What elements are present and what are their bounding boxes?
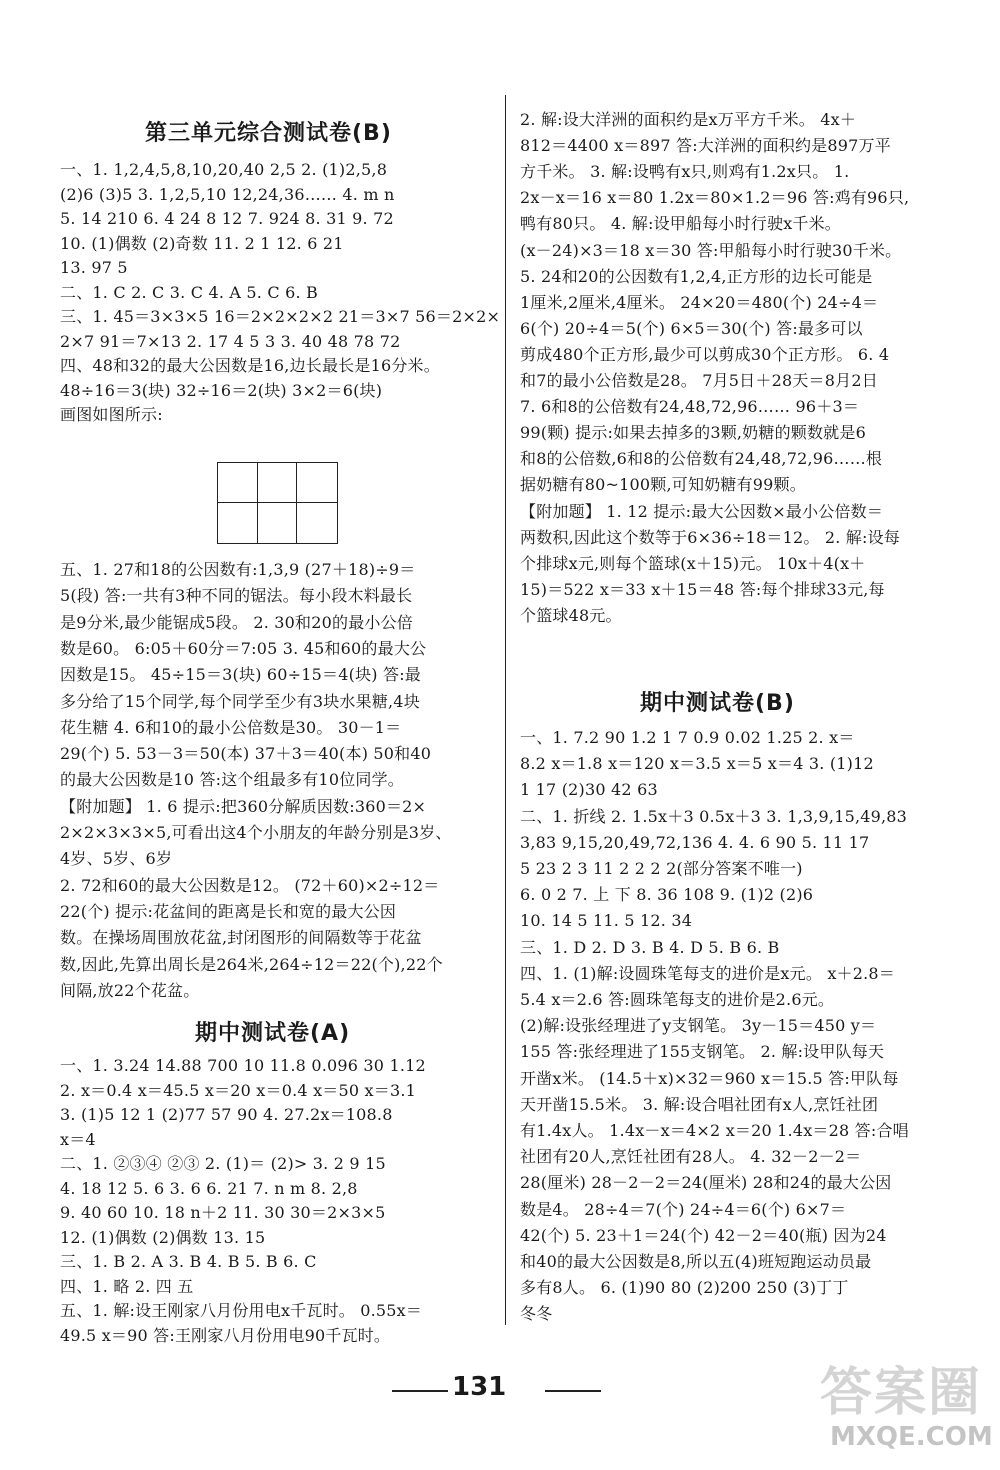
- answer-line: 开凿x米。 (14.5＋x)×32＝960 x＝15.5 答:甲队每: [520, 1068, 899, 1088]
- answer-line: 6. 0 2 7. 上 下 8. 36 108 9. (1)2 (2)6: [520, 885, 814, 905]
- grid-cell: [297, 463, 337, 503]
- grid-cell: [297, 503, 337, 543]
- answer-line: 【附加题】 1. 12 提示:最大公因数×最小公倍数＝: [520, 501, 884, 521]
- answer-line: 五、1. 解:设王刚家八月份用电x千瓦时。 0.55x＝: [60, 1301, 423, 1320]
- answer-line: 155 答:张经理进了155支钢笔。 2. 解:设甲队每天: [520, 1042, 885, 1062]
- answer-line: 二、1. 折线 2. 1.5x＋3 0.5x＋3 3. 1,3,9,15,49,83: [520, 806, 908, 826]
- answer-line: 多分给了15个同学,每个同学至少有3块水果糖,4块: [60, 691, 420, 711]
- answer-line: 社团有20人,烹饪社团有28人。 4. 32－2－2＝: [520, 1147, 862, 1167]
- answer-line: 据奶糖有80~100颗,可知奶糖有99颗。: [520, 475, 806, 495]
- answer-line: 和40的最大公因数是8,所以五(4)班短跑运动员最: [520, 1252, 872, 1271]
- answer-line: 鸭有80只。 4. 解:设甲船每小时行驶x千米。: [520, 214, 842, 234]
- answer-line: 5(段) 答:一共有3种不同的锯法。每小段木料最长: [60, 586, 413, 606]
- answer-line: 2. x＝0.4 x＝45.5 x＝20 x＝0.4 x＝50 x＝3.1: [60, 1080, 417, 1100]
- answer-line: 的最大公因数是10 答:这个组最多有10位同学。: [60, 770, 404, 790]
- answer-line: 5. 24和20的公因数有1,2,4,正方形的边长可能是: [520, 266, 873, 286]
- answer-line: 2. 解:设大洋洲的面积约是x万平方千米。 4x＋: [520, 110, 857, 129]
- column-divider: [505, 95, 506, 1325]
- answer-line: 间隔,放22个花盆。: [60, 980, 200, 1000]
- answer-line: 画图如图所示:: [60, 405, 163, 424]
- grid-cell: [218, 503, 258, 543]
- grid-cell: [258, 463, 298, 503]
- grid-cell: [218, 463, 258, 503]
- answer-line: 12. (1)偶数 (2)偶数 13. 15: [60, 1227, 266, 1247]
- answer-line: 三、1. D 2. D 3. B 4. D 5. B 6. B: [520, 937, 780, 957]
- watermark-site: MXQE.COM: [830, 1422, 993, 1452]
- section-title: 第三单元综合测试卷(B): [145, 121, 392, 146]
- answer-line: 一、1. 3.24 14.88 700 10 11.8 0.096 30 1.12: [60, 1056, 426, 1075]
- answer-line: 四、1. 略 2. 四 五: [60, 1276, 194, 1296]
- page-number: 131: [452, 1372, 507, 1402]
- answer-line: 5.4 x＝2.6 答:圆珠笔每支的进价是2.6元。: [520, 990, 835, 1009]
- answer-line: 15)＝522 x＝33 x＋15＝48 答:每个排球33元,每: [520, 579, 885, 599]
- answer-line: 二、1. C 2. C 3. C 4. A 5. C 6. B: [60, 282, 319, 302]
- answer-line: 1 17 (2)30 42 63: [520, 780, 658, 800]
- answer-line: 1厘米,2厘米,4厘米。 24×20＝480(个) 24÷4＝: [520, 292, 879, 312]
- answer-line: 2. 72和60的最大公因数是12。 (72＋60)×2÷12＝: [60, 875, 440, 895]
- answer-line: 是9分米,最少能锯成5段。 2. 30和20的最小公倍: [60, 612, 414, 632]
- answer-line: 49.5 x＝90 答:王刚家八月份用电90千瓦时。: [60, 1325, 391, 1345]
- answer-line: 方千米。 3. 解:设鸭有x只,则鸡有1.2x只。 1.: [520, 162, 850, 182]
- answer-line: 二、1. ②③④ ②③ 2. (1)＝ (2)> 3. 2 9 15: [60, 1154, 386, 1173]
- answer-line: 和7的最小公倍数是28。 7月5日＋28天＝8月2日: [520, 371, 878, 390]
- answer-line: 42(个) 5. 23＋1＝24(个) 42－2＝40(瓶) 因为24: [520, 1225, 887, 1245]
- answer-line: 四、1. (1)解:设圆珠笔每支的进价是x元。 x＋2.8＝: [520, 963, 895, 983]
- grid-drawing: [217, 462, 338, 544]
- answer-line: 剪成480个正方形,最少可以剪成30个正方形。 6. 4: [520, 344, 890, 364]
- answer-line: 10. (1)偶数 (2)奇数 11. 2 1 12. 6 21: [60, 233, 344, 253]
- answer-line: (2)解:设张经理进了y支钢笔。 3y－15＝450 y＝: [520, 1016, 877, 1036]
- watermark-main: 答案圈: [820, 1363, 983, 1423]
- answer-line: 22(个) 提示:花盆间的距离是长和宽的最大公因: [60, 901, 397, 921]
- grid-cell: [258, 503, 298, 543]
- section-title: 期中测试卷(A): [195, 1021, 351, 1046]
- answer-line: 2×7 91＝7×13 2. 17 4 5 3 3. 40 48 78 72: [60, 331, 401, 351]
- answer-line: 8.2 x＝1.8 x＝120 x＝3.5 x＝5 x＝4 3. (1)12: [520, 754, 874, 774]
- answer-line: 因数是15。 45÷15＝3(块) 60÷15＝4(块) 答:最: [60, 665, 421, 685]
- page-number-dash-right: [545, 1390, 601, 1392]
- answer-line: (2)6 (3)5 3. 1,2,5,10 12,24,36…… 4. m n: [60, 184, 395, 204]
- answer-line: 10. 14 5 11. 5 12. 34: [520, 911, 693, 931]
- answer-line: 数是4。 28÷4＝7(个) 24÷4＝6(个) 6×7＝: [520, 1199, 847, 1219]
- answer-line: x＝4: [60, 1129, 96, 1149]
- answer-line: 6(个) 20÷4＝5(个) 6×5＝30(个) 答:最多可以: [520, 318, 863, 338]
- watermark-logo: [820, 1350, 993, 1460]
- answer-line: 4. 18 12 5. 6 3. 6 6. 21 7. n m 8. 2,8: [60, 1178, 358, 1198]
- answer-line: (x－24)×3＝18 x＝30 答:甲船每小时行驶30千米。: [520, 240, 902, 260]
- answer-line: 9. 40 60 10. 18 n＋2 11. 30 30＝2×3×5: [60, 1203, 386, 1222]
- answer-line: 一、1. 7.2 90 1.2 1 7 0.9 0.02 1.25 2. x＝: [520, 728, 855, 747]
- answer-line: 48÷16＝3(块) 32÷16＝2(块) 3×2＝6(块): [60, 380, 383, 400]
- answer-line: 五、1. 27和18的公因数有:1,3,9 (27＋18)÷9＝: [60, 560, 416, 579]
- answer-line: 5. 14 210 6. 4 24 8 12 7. 924 8. 31 9. 72: [60, 209, 394, 228]
- answer-line: 数,因此,先算出周长是264米,264÷12＝22(个),22个: [60, 954, 443, 974]
- answer-line: 有1.4x人。 1.4x－x＝4×2 x＝20 1.4x＝28 答:合唱: [520, 1121, 909, 1140]
- answer-line: 99(颗) 提示:如果去掉多的3颗,奶糖的颗数就是6: [520, 423, 866, 443]
- answer-line: 2×2×3×3×5,可看出这4个小朋友的年龄分别是3岁、: [60, 823, 452, 842]
- answer-line: 3,83 9,15,20,49,72,136 4. 4. 6 90 5. 11 17: [520, 832, 870, 852]
- answer-line: 一、1. 1,2,4,5,8,10,20,40 2,5 2. (1)2,5,8: [60, 160, 388, 179]
- answer-line: 29(个) 5. 53－3＝50(本) 37＋3＝40(本) 50和40: [60, 744, 432, 764]
- answer-line: 5 23 2 3 11 2 2 2 2(部分答案不唯一): [520, 859, 803, 878]
- answer-line: 13. 97 5: [60, 258, 128, 277]
- answer-line: 812＝4400 x＝897 答:大洋洲的面积约是897万平: [520, 136, 891, 156]
- answer-line: 个排球x元,则每个篮球(x＋15)元。 10x＋4(x＋: [520, 553, 866, 573]
- answer-line: 【附加题】 1. 6 提示:把360分解质因数:360＝2×: [60, 796, 427, 816]
- answer-line: 数是60。 6:05＋60分＝7:05 3. 45和60的最大公: [60, 638, 427, 658]
- answer-line: 三、1. B 2. A 3. B 4. B 5. B 6. C: [60, 1252, 317, 1271]
- answer-line: 花生糖 4. 6和10的最小公倍数是30。 30－1＝: [60, 717, 402, 737]
- section-title: 期中测试卷(B): [640, 691, 795, 716]
- answer-line: 3. (1)5 12 1 (2)77 57 90 4. 27.2x＝108.8: [60, 1105, 393, 1124]
- answer-line: 三、1. 45＝3×3×5 16＝2×2×2×2 21＝3×7 56＝2×2×: [60, 307, 501, 326]
- answer-line: 两数积,因此这个数等于6×36÷18＝12。 2. 解:设每: [520, 527, 900, 547]
- answer-line: 个篮球48元。: [520, 605, 622, 625]
- answer-line: 和8的公倍数,6和8的公倍数有24,48,72,96……根: [520, 449, 883, 469]
- answer-line: 数。在操场周围放花盆,封闭图形的间隔数等于花盆: [60, 928, 422, 948]
- answer-line: 28(厘米) 28－2－2＝24(厘米) 28和24的最大公因: [520, 1173, 892, 1193]
- answer-line: 天开凿15.5米。 3. 解:设合唱社团有x人,烹饪社团: [520, 1094, 879, 1114]
- answer-line: 冬冬: [520, 1304, 553, 1324]
- answer-line: 四、48和32的最大公因数是16,边长最长是16分米。: [60, 356, 440, 375]
- answer-line: 多有8人。 6. (1)90 80 (2)200 250 (3)丁丁: [520, 1278, 849, 1298]
- page-number-dash-left: [392, 1390, 448, 1392]
- answer-line: 7. 6和8的公倍数有24,48,72,96…… 96＋3＝: [520, 397, 860, 417]
- answer-line: 2x－x＝16 x＝80 1.2x＝80×1.2＝96 答:鸡有96只,: [520, 188, 910, 208]
- answer-line: 4岁、5岁、6岁: [60, 849, 173, 869]
